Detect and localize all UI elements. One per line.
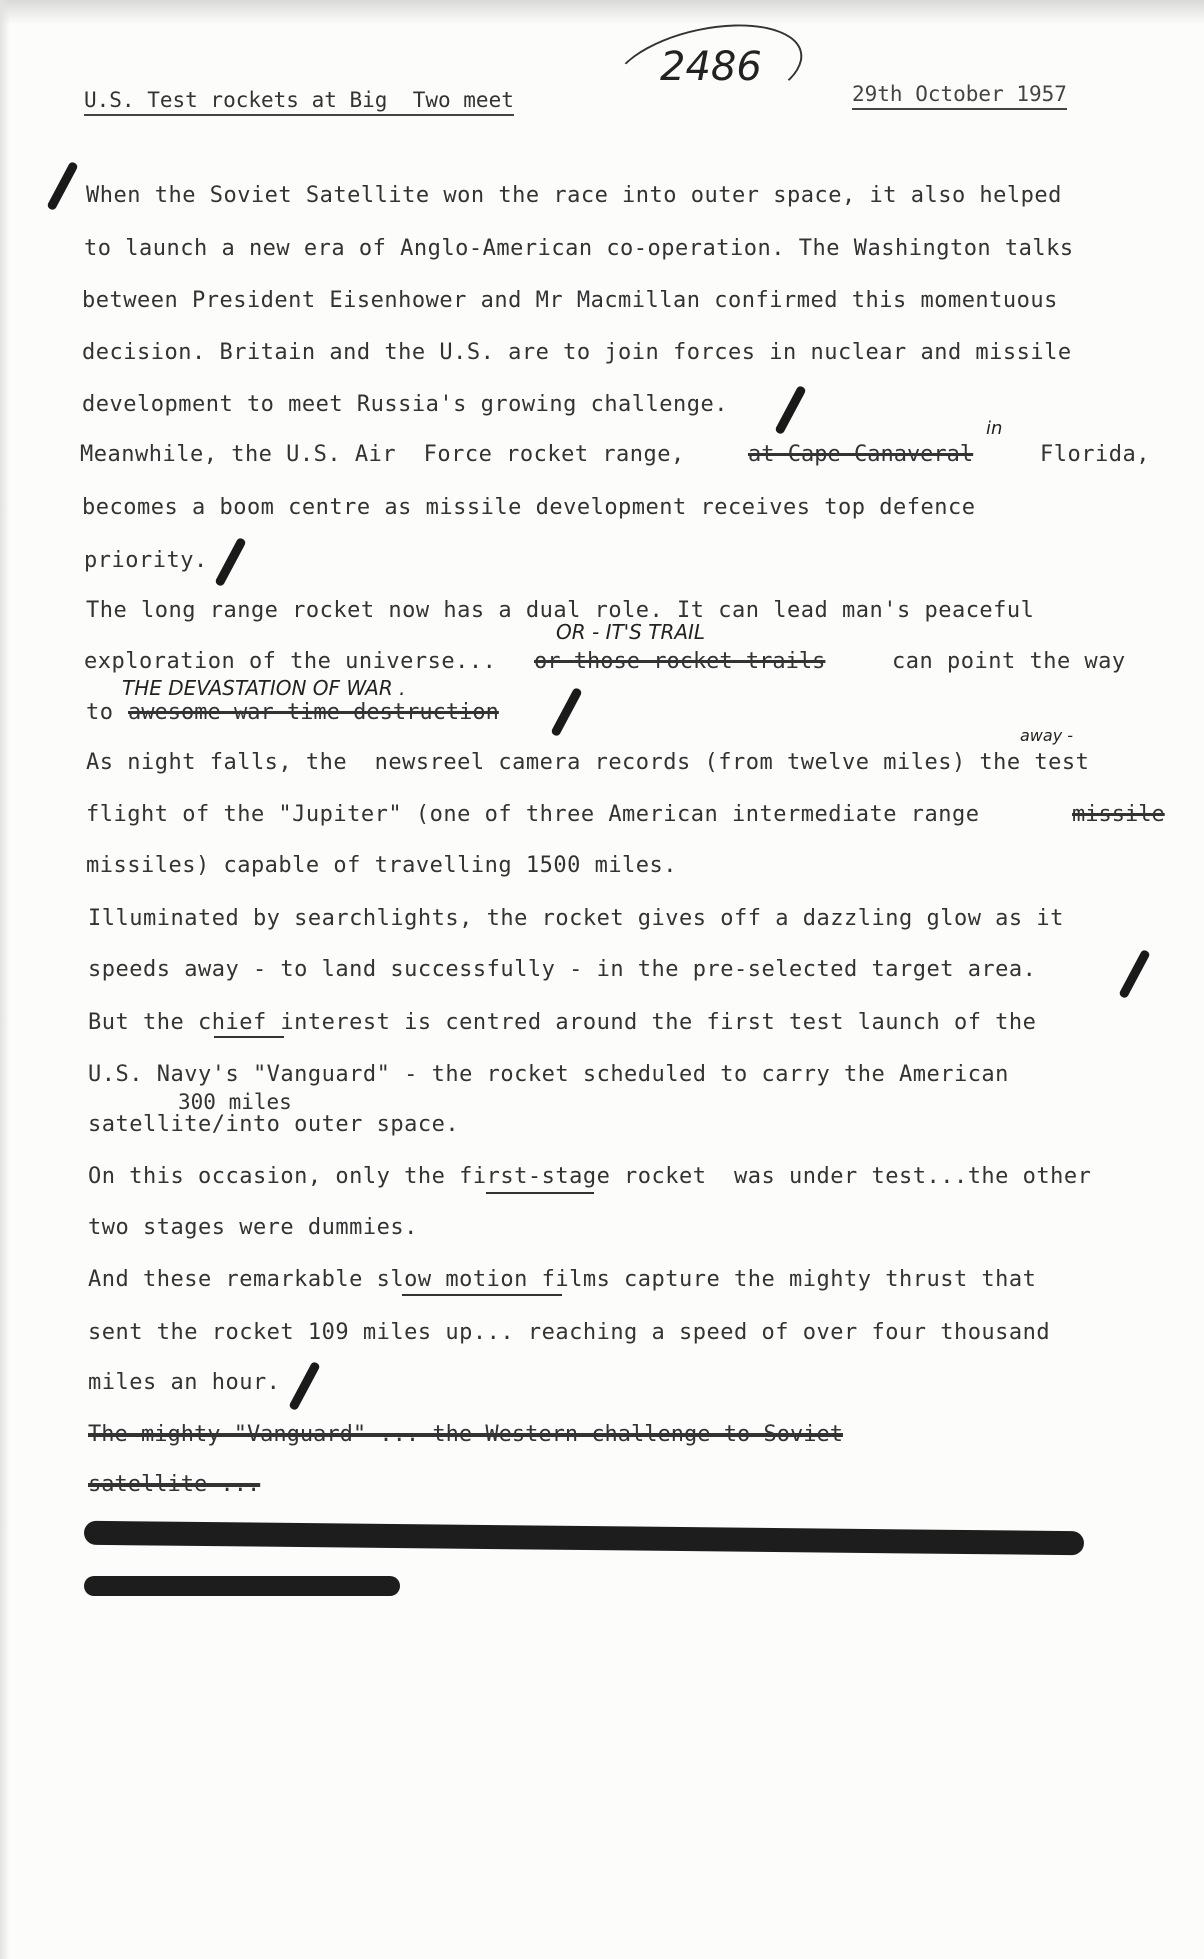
body-line: two stages were dummies. <box>88 1215 418 1240</box>
handwritten-insert: away - <box>1020 726 1074 745</box>
document-date: 29th October 1957 <box>852 82 1067 110</box>
crossed-out-line: The mighty "Vanguard" ... the Western challenge to Soviet <box>88 1422 843 1447</box>
handwritten-underline <box>486 1192 594 1194</box>
body-line: flight of the "Jupiter" (one of three American intermediate range <box>86 802 980 827</box>
body-line: Meanwhile, the U.S. Air Force rocket range, <box>80 442 685 467</box>
body-line: can point the way <box>892 649 1126 674</box>
body-line: As night falls, the newsreel camera records (from twelve miles) the test <box>86 750 1090 775</box>
body-line: But the chief interest is centred around the first test launch of the <box>88 1010 1037 1035</box>
handwritten-insert: OR - IT'S TRAIL <box>556 620 706 644</box>
body-line: Florida, <box>1040 442 1150 467</box>
body-line: decision. Britain and the U.S. are to join forces in nuclear and missile <box>82 340 1072 365</box>
struck-text: or those rocket trails <box>534 649 826 674</box>
body-line: The long range rocket now has a dual role. It can lead man's peaceful <box>86 598 1035 623</box>
paragraph-mark <box>774 385 806 435</box>
handwritten-underline <box>214 1036 284 1038</box>
redaction-bar <box>84 1576 400 1596</box>
body-line: becomes a boom centre as missile development receives top defence <box>82 495 976 520</box>
struck-text: missile <box>1072 802 1165 827</box>
paragraph-mark <box>288 1361 320 1411</box>
redaction-bar <box>84 1521 1084 1555</box>
body-line: development to meet Russia's growing challenge. <box>82 392 729 417</box>
struck-text: at Cape Canaveral <box>748 442 974 467</box>
crossed-out-line: satellite ... <box>88 1472 261 1497</box>
struck-text: awesome war-time destruction <box>128 700 499 725</box>
page-top-shadow <box>0 0 1204 24</box>
document-title: U.S. Test rockets at Big Two meet <box>84 88 514 116</box>
body-line: When the Soviet Satellite won the race into outer space, it also helped <box>86 183 1062 208</box>
body-line: And these remarkable slow motion films capture the mighty thrust that <box>88 1267 1037 1292</box>
body-line: satellite/into outer space. <box>88 1112 460 1137</box>
body-line: to <box>86 700 114 725</box>
page-left-shadow <box>0 0 10 1959</box>
body-line: sent the rocket 109 miles up... reaching a speed of over four thousand <box>88 1320 1051 1345</box>
body-line: exploration of the universe... <box>84 649 497 674</box>
paragraph-mark <box>550 687 582 737</box>
body-line: Illuminated by searchlights, the rocket gives off a dazzling glow as it <box>88 906 1064 931</box>
file-number: 2486 <box>660 44 762 90</box>
paragraph-mark <box>1118 949 1150 999</box>
body-line: On this occasion, only the first-stage rocket was under test...the other <box>88 1164 1092 1189</box>
typed-insert: 300 miles <box>178 1090 292 1114</box>
paragraph-mark <box>214 537 246 587</box>
body-line: miles an hour. <box>88 1370 281 1395</box>
paragraph-mark <box>46 161 78 211</box>
handwritten-insert: in <box>986 418 1003 439</box>
body-line: missiles) capable of travelling 1500 miles. <box>86 853 678 878</box>
body-line: speeds away - to land successfully - in the pre-selected target area. <box>88 957 1037 982</box>
body-line: to launch a new era of Anglo-American co-operation. The Washington talks <box>84 236 1074 261</box>
body-line: between President Eisenhower and Mr Macmillan confirmed this momentuous <box>82 288 1058 313</box>
handwritten-insert: THE DEVASTATION OF WAR . <box>122 676 406 700</box>
body-line: priority. <box>84 548 208 573</box>
body-line: U.S. Navy's "Vanguard" - the rocket scheduled to carry the American <box>88 1062 1009 1087</box>
handwritten-underline <box>402 1294 562 1296</box>
